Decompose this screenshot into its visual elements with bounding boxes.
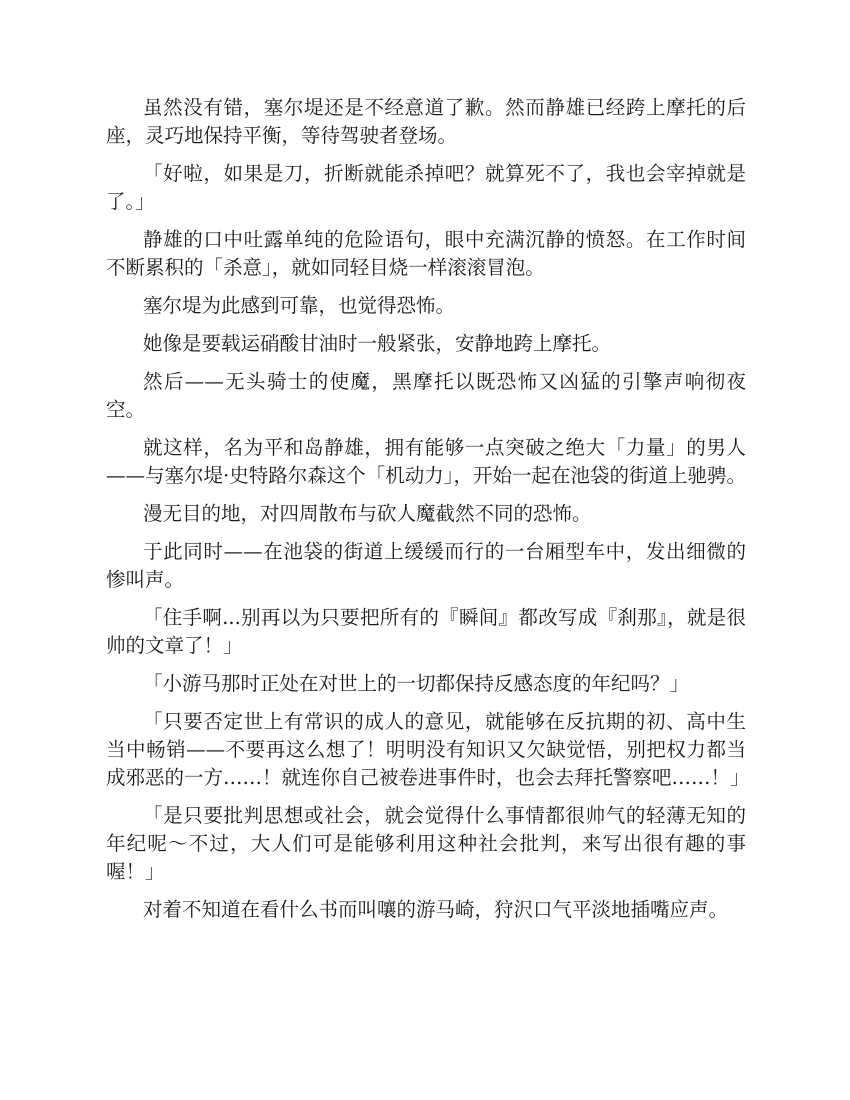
- paragraph: 「是只要批判思想或社会，就会觉得什么事情都很帅气的轻薄无知的年纪呢～不过，大人们可是能够利用这种社会批判，来写出很有趣的事喔！」: [106, 804, 746, 883]
- paragraph: 漫无目的地，对四周散布与砍人魔截然不同的恐怖。: [143, 502, 592, 525]
- paragraph: 就这样，名为平和岛静雄，拥有能够一点突破之绝大「力量」的男人——与塞尔堤·史特路尔森这个「机动力」，开始一起在池袋的街道上驰骋。: [106, 436, 746, 487]
- paragraph: 「好啦，如果是刀，折断就能杀掉吧？就算死不了，我也会宰掉就是了。」: [106, 162, 746, 213]
- paragraph: 她像是要载运硝酸甘油时一般紧张，安静地跨上摩托。: [143, 332, 612, 355]
- paragraph: 于此同时——在池袋的街道上缓缓而行的一台厢型车中，发出细微的惨叫声。: [106, 540, 746, 591]
- paragraph: 对着不知道在看什么书而叫嚷的游马崎，狩沢口气平淡地插嘴应声。: [143, 898, 729, 921]
- paragraph: 虽然没有错，塞尔堤还是不经意道了歉。然而静雄已经跨上摩托的后座，灵巧地保持平衡，等待驾驶者登场。: [106, 96, 746, 147]
- paragraph: 静雄的口中吐露单纯的危险语句，眼中充满沉静的愤怒。在工作时间不断累积的「杀意」，就如同轻目烧一样滚滚冒泡。: [106, 228, 746, 279]
- paragraph: 然后——无头骑士的使魔，黑摩托以既恐怖又凶猛的引擎声响彻夜空。: [106, 370, 746, 421]
- paragraph: 「只要否定世上有常识的成人的意见，就能够在反抗期的初、高中生当中畅销——不要再这么想了！明明没有知识又欠缺觉悟，别把权力都当成邪恶的一方……！就连你自己被卷进事件时，也会去拜托警察吧……！」: [106, 710, 750, 789]
- document-page: [106, 94, 750, 934]
- paragraph: 「住手啊...别再以为只要把所有的『瞬间』都改写成『刹那』，就是很帅的文章了！」: [106, 606, 746, 657]
- paragraph: 「小游马那时正处在对世上的一切都保持反感态度的年纪吗？」: [143, 672, 690, 695]
- paragraph: 塞尔堤为此感到可靠，也觉得恐怖。: [143, 294, 456, 317]
